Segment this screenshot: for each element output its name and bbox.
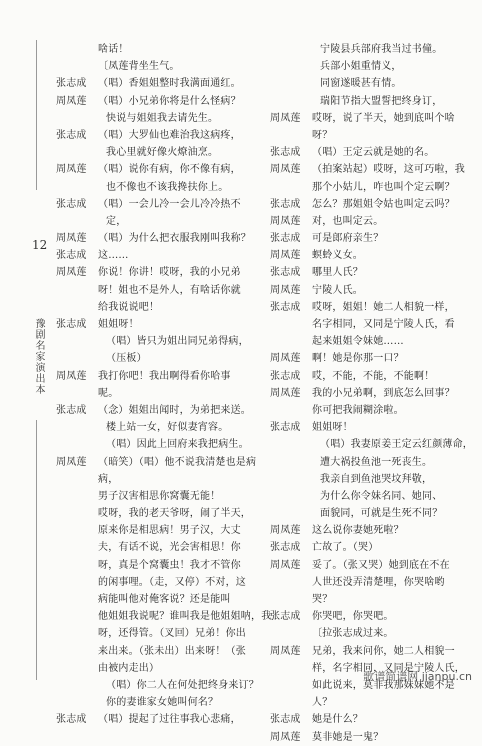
- script-line: [56, 144, 250, 161]
- script-line: [56, 41, 250, 58]
- script-line: [56, 93, 250, 110]
- dialogue-text: 楼上站一女，好似妻宵容。: [106, 422, 229, 434]
- speaker-name: 周凤莲: [56, 370, 87, 382]
- dialogue-text: 我的小兄弟啊，到底怎么回事？: [312, 387, 455, 399]
- script-line: [270, 247, 465, 264]
- dialogue-text: 为什么你令妹名同、她同、: [320, 490, 443, 502]
- script-line: [56, 368, 250, 385]
- dialogue-text: （唱）为什么把衣服我刚叫我称？: [98, 233, 251, 245]
- script-line: [56, 264, 250, 281]
- dialogue-text: 瑞阳节指大盟誓把终身订，: [320, 95, 443, 107]
- speaker-name: 周凤莲: [270, 250, 301, 262]
- dialogue-text: 啊！她是你那一口？: [312, 353, 404, 365]
- script-line: [270, 625, 465, 642]
- speaker-name: 周凤莲: [270, 164, 301, 176]
- script-line: [270, 41, 465, 58]
- script-line: [270, 608, 465, 625]
- script-line: [56, 196, 250, 213]
- script-line: [270, 127, 465, 144]
- script-line: [270, 557, 465, 574]
- speaker-name: 张志成: [270, 370, 301, 382]
- script-line: [270, 694, 465, 711]
- speaker-name: 周凤莲: [56, 456, 87, 468]
- script-line: [56, 454, 257, 471]
- dialogue-text: 哪里人氏？: [312, 267, 363, 279]
- script-line: [270, 643, 465, 660]
- dialogue-text: 兵部小姐重情义，: [320, 61, 402, 73]
- speaker-name: 张志成: [270, 198, 301, 210]
- speaker-name: 周凤莲: [270, 387, 301, 399]
- script-line: [270, 436, 473, 453]
- dialogue-text: 哎呀，姐姐！她二人相貌一样，: [312, 301, 455, 313]
- script-line: [270, 385, 465, 402]
- dialogue-text: （唱）因此上回府来我把病生。: [106, 439, 249, 451]
- speaker-name: 张志成: [56, 319, 87, 330]
- script-line: [270, 196, 465, 213]
- script-line: [270, 488, 465, 505]
- dialogue-text: （唱）香姐姐整时我满面通红。: [98, 78, 241, 90]
- dialogue-text: 〔拉张志成过来。: [312, 628, 394, 640]
- script-line: [270, 350, 465, 367]
- script-line: [56, 75, 250, 92]
- dialogue-text: 宁陵县兵部府我当过书僮。: [320, 44, 443, 55]
- dialogue-text: 同窗遂暖甚有情。: [320, 78, 402, 90]
- speaker-name: 张志成: [270, 301, 301, 313]
- speaker-name: 周凤莲: [56, 233, 87, 245]
- dialogue-text: 人？: [312, 697, 333, 709]
- dialogue-text: 哎呀，我的老天爷呀，闹了半天，: [98, 508, 251, 520]
- speaker-name: 周凤莲: [270, 645, 301, 657]
- dialogue-text: （唱）王定云就是她的名。: [312, 147, 435, 159]
- script-line: [56, 539, 250, 556]
- speaker-name: 张志成: [270, 611, 301, 623]
- dialogue-text: 哎呀，说了半天，她到底叫个啥: [312, 112, 455, 124]
- margin-rule-top: [36, 40, 37, 190]
- dialogue-text: 病能叫他对俺客说？还是能叫: [98, 594, 231, 605]
- script-line: [56, 471, 250, 488]
- dialogue-text: 我心里就好像火燎油烹。: [106, 147, 219, 159]
- left-column: [56, 41, 272, 729]
- dialogue-text: 你说！你讲！哎呀，我的小兄弟: [98, 267, 241, 279]
- script-line: [270, 539, 465, 556]
- script-line: [56, 110, 250, 127]
- dialogue-text: 啥话！: [98, 44, 129, 55]
- dialogue-text: 〔凤莲背坐生气。: [98, 61, 180, 73]
- dialogue-text: 你可把我闹糊涂啦。: [312, 404, 404, 416]
- dialogue-text: 呀！姐也不是外人，有啥话你就: [98, 284, 241, 296]
- dialogue-text: （唱）你二人在何处把终身来订？: [106, 679, 259, 691]
- script-line: [56, 608, 272, 625]
- script-line: [270, 161, 465, 178]
- dialogue-text: 呀？: [312, 129, 333, 141]
- script-line: [56, 213, 250, 230]
- dialogue-text: 可是郎府亲生？: [312, 233, 384, 245]
- speaker-name: 张志成: [270, 267, 301, 279]
- script-line: [270, 402, 465, 419]
- dialogue-text: （唱）小兄弟你将是什么怪病？: [98, 95, 241, 107]
- script-line: [56, 711, 250, 728]
- dialogue-text: 对，也叫定云。: [312, 215, 384, 227]
- dialogue-text: 的闲事哩。（走，又停）不对，这: [98, 576, 246, 588]
- dialogue-text: 男子汉害相思你窝囊无能！: [98, 490, 221, 502]
- script-line: [56, 247, 250, 264]
- script-line: [56, 436, 250, 453]
- dialogue-text: 病，: [98, 473, 119, 485]
- side-title: 豫剧名家演出本: [33, 318, 44, 395]
- script-line: [56, 643, 250, 660]
- dialogue-text: 定，: [106, 215, 127, 227]
- speaker-name: 周凤莲: [270, 731, 301, 743]
- dialogue-text: 哎，不能，不能，不能啊！: [312, 370, 435, 382]
- dialogue-text: 你的妻谁家女她叫何名？: [106, 697, 219, 709]
- script-line: [270, 729, 465, 746]
- speaker-name: 张志成: [56, 78, 87, 90]
- dialogue-text: 兄弟，我来问你，她二人相貌一: [312, 645, 455, 657]
- dialogue-text: （拍案站起）哎呀，这可巧啦，我: [312, 164, 465, 176]
- script-line: [56, 402, 250, 419]
- script-line: [270, 93, 465, 110]
- script-line: [56, 316, 250, 333]
- dialogue-text: 由被内走出）: [98, 662, 160, 674]
- dialogue-text: 这……: [98, 250, 129, 262]
- dialogue-text: 妥了。（张又哭）她到底在不在: [312, 559, 450, 571]
- script-line: [270, 505, 465, 522]
- script-line: [270, 282, 465, 299]
- speaker-name: 张志成: [270, 714, 301, 726]
- dialogue-text: （暗笑）（唱）他不说我清楚也是病: [98, 456, 257, 468]
- speaker-name: 张志成: [56, 250, 87, 262]
- watermark: 歌谱简谱网 jianpu.cn: [363, 670, 472, 683]
- dialogue-text: 也不像也不该我搀扶你上。: [106, 181, 229, 193]
- script-line: [270, 522, 465, 539]
- script-line: [56, 282, 250, 299]
- dialogue-text: 呀，真是个窝囊虫！我才不管你: [98, 559, 241, 571]
- script-line: [270, 316, 465, 333]
- dialogue-text: 哭？: [312, 594, 333, 605]
- dialogue-text: 亡故了。（哭）: [312, 542, 379, 554]
- script-line: [56, 488, 250, 505]
- script-line: [270, 471, 465, 488]
- dialogue-text: 夫，有话不说，光会害相思！你: [98, 542, 241, 554]
- speaker-name: 张志成: [270, 422, 301, 434]
- page-number: 12: [32, 238, 48, 252]
- dialogue-text: 面貌同，可就是生死不同？: [320, 508, 443, 520]
- script-line: [270, 299, 465, 316]
- speaker-name: 周凤莲: [56, 267, 87, 279]
- dialogue-text: 她是什么？: [312, 714, 363, 726]
- dialogue-text: （唱）说你有病，你不像有病，: [98, 164, 241, 176]
- dialogue-text: 快说与姐姐我去请先生。: [106, 112, 219, 124]
- script-line: [270, 574, 465, 591]
- dialogue-text: 呀，还得管。（叉回）兄弟！你出: [98, 628, 246, 640]
- dialogue-text: 你哭吧，你哭吧。: [312, 611, 394, 623]
- script-line: [56, 591, 250, 608]
- speaker-name: 张志成: [270, 147, 301, 159]
- script-line: [56, 179, 250, 196]
- speaker-name: 周凤莲: [270, 353, 301, 365]
- script-line: [270, 711, 465, 728]
- script-line: [270, 264, 465, 281]
- script-line: [270, 58, 465, 75]
- dialogue-text: 如此说来，莫非我那妹妹她不是: [312, 679, 455, 691]
- script-line: [56, 557, 250, 574]
- script-line: [56, 660, 250, 677]
- dialogue-text: 样，名字相同，又同是宁陵人氏，: [312, 662, 465, 674]
- script-line: [56, 161, 250, 178]
- script-line: [56, 522, 250, 539]
- script-line: [56, 419, 250, 436]
- dialogue-text: 莫非她是一鬼？: [312, 731, 384, 743]
- margin-rule-bottom: [36, 420, 37, 680]
- dialogue-text: （唱）我妻原姜王定云红颜薄命，: [320, 439, 473, 451]
- script-line: [270, 333, 465, 350]
- dialogue-text: 我打你吧！我出啊得看你哈事: [98, 370, 231, 382]
- dialogue-text: （念）姐姐出闻时，为弟把来送。: [98, 404, 251, 416]
- script-line: [56, 574, 250, 591]
- script-line: [56, 385, 250, 402]
- script-line: [56, 677, 259, 694]
- dialogue-text: 宁陵人氏。: [312, 284, 363, 296]
- script-line: [56, 58, 250, 75]
- speaker-name: 张志成: [56, 129, 87, 141]
- speaker-name: 周凤莲: [270, 284, 301, 296]
- dialogue-text: 遭大祸投鱼池一死丧生。: [320, 456, 433, 468]
- dialogue-text: 我亲自到鱼池哭坟拜敬，: [320, 473, 433, 485]
- script-line: [56, 127, 250, 144]
- script-line: [56, 230, 250, 247]
- speaker-name: 张志成: [270, 542, 301, 554]
- dialogue-text: （唱）大罗仙也难治我这病疼，: [98, 129, 241, 141]
- speaker-name: 张志成: [270, 233, 301, 245]
- script-line: [270, 591, 465, 608]
- dialogue-text: 起来姐姐令妹她……: [312, 336, 404, 348]
- speaker-name: 周凤莲: [270, 215, 301, 227]
- speaker-name: 周凤莲: [56, 164, 87, 176]
- dialogue-text: 名字相同，又同是宁陵人氏，看: [312, 319, 455, 330]
- speaker-name: 张志成: [56, 198, 87, 210]
- dialogue-text: 姐姐呀！: [98, 319, 139, 330]
- dialogue-text: （唱）一会儿冷一会儿冷冷热不: [98, 198, 241, 210]
- speaker-name: 周凤莲: [270, 525, 301, 537]
- script-line: [270, 419, 465, 436]
- dialogue-text: （压板）: [106, 353, 147, 365]
- script-line: [270, 75, 465, 92]
- speaker-name: 周凤莲: [270, 112, 301, 124]
- dialogue-text: 这么说你妻她死啦？: [312, 525, 404, 537]
- script-line: [270, 230, 465, 247]
- script-line: [270, 454, 465, 471]
- dialogue-text: 怎么？那姐姐令姑也叫定云吗？: [312, 198, 455, 210]
- script-line: [56, 505, 250, 522]
- script-line: [56, 625, 250, 642]
- dialogue-text: 来出来。（张未出）出来呀！（张: [98, 645, 246, 657]
- script-line: [270, 368, 465, 385]
- speaker-name: 张志成: [56, 714, 87, 726]
- dialogue-text: 呢。: [98, 387, 119, 399]
- dialogue-text: （唱）皆只为姐出同兄弟得病，: [106, 336, 249, 348]
- script-line: [270, 144, 465, 161]
- script-line: [56, 299, 250, 316]
- dialogue-text: 姐姐呀！: [312, 422, 353, 434]
- dialogue-text: 那个小姑儿，咋也叫个定云啊？: [312, 181, 455, 193]
- speaker-name: 周凤莲: [56, 95, 87, 107]
- dialogue-text: 原来你是相思病！男子汉，大丈: [98, 525, 241, 537]
- right-column: [270, 41, 473, 746]
- script-line: [56, 333, 250, 350]
- script-line: [56, 350, 250, 367]
- script-line: [270, 179, 465, 196]
- script-line: [56, 694, 250, 711]
- script-line: [270, 213, 465, 230]
- dialogue-text: 螟蛉义女。: [312, 250, 363, 262]
- script-line: [270, 110, 465, 127]
- speaker-name: 张志成: [56, 404, 87, 416]
- dialogue-text: 人世还没弄清楚哩，你哭啥哟: [312, 576, 445, 588]
- dialogue-text: 他姐姐我说呢？谁叫我是他姐姐呐，我: [98, 611, 272, 623]
- dialogue-text: （唱）提起了过往事我心悲痛，: [98, 714, 241, 726]
- speaker-name: 周凤莲: [270, 559, 301, 571]
- dialogue-text: 给我说说吧！: [98, 301, 160, 313]
